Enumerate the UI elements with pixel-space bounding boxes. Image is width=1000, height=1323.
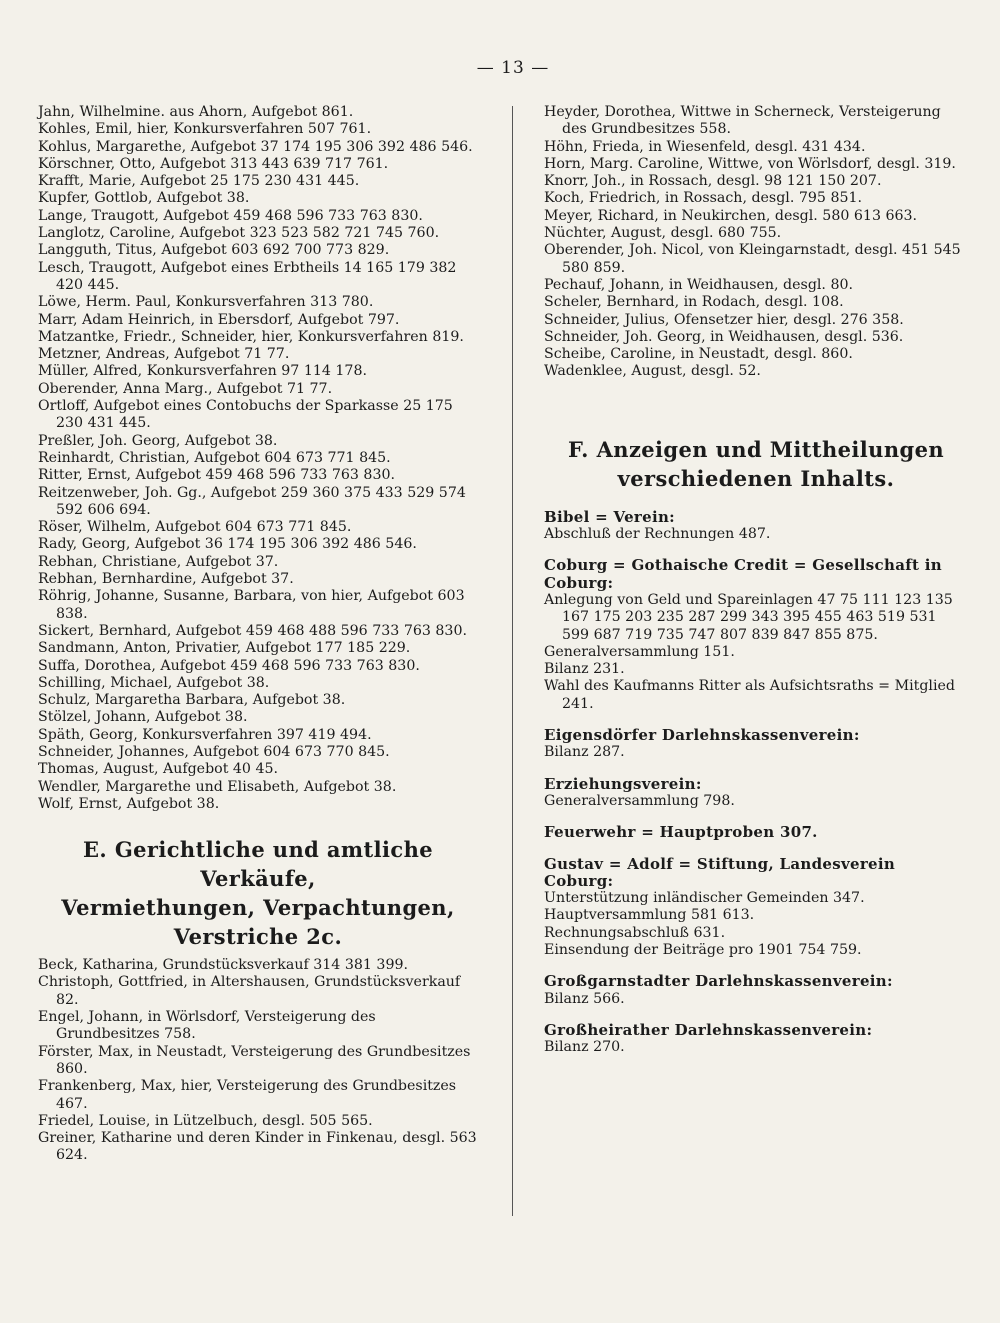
index-entry: Röser, Wilhelm, Aufgebot 604 673 771 845. (38, 519, 352, 536)
right-column (544, 104, 968, 1056)
index-entry: Matzantke, Friedr., Schneider, hier, Konkursverfahren 819. (38, 328, 464, 345)
index-entry: Reitzenweber, Joh. Gg., Aufgebot 259 360 375 433 529 574 592 606 694. (38, 484, 466, 518)
section-heading-line: F. Anzeigen und Mittheilungen (567, 436, 945, 462)
section-heading-line: E. Gerichtliche und amtliche Verkäufe, (82, 837, 434, 892)
index-entry: Schulz, Margaretha Barbara, Aufgebot 38. (38, 692, 346, 709)
index-entry: Schneider, Johannes, Aufgebot 604 673 770 845. (38, 743, 390, 760)
subsection-title: Coburg = Gothaische Credit = Gesellschaft in Coburg: (544, 556, 942, 592)
right-entries-list (544, 104, 968, 381)
page-number: — 13 — (476, 58, 550, 78)
index-entry: Krafft, Marie, Aufgebot 25 175 230 431 445. (38, 173, 360, 190)
index-entry: Förster, Max, in Neustadt, Versteigerung des Grundbesitzes 860. (38, 1043, 471, 1077)
index-entry: Nüchter, August, desgl. 680 755. (544, 225, 782, 242)
index-entry: Rebhan, Bernhardine, Aufgebot 37. (38, 571, 294, 588)
left-column (38, 104, 478, 1165)
section-e-entries-list (38, 957, 478, 1165)
left-entries-list (38, 104, 478, 813)
index-entry: Marr, Adam Heinrich, in Ebersdorf, Aufgebot 797. (38, 311, 400, 328)
subsection-items (544, 526, 968, 543)
subsection-item: Bilanz 270. (544, 1039, 625, 1056)
index-entry: Reinhardt, Christian, Aufgebot 604 673 771 845. (38, 449, 391, 466)
subsection-title: Bibel = Verein: (544, 507, 676, 526)
index-entry: Jahn, Wilhelmine. aus Ahorn, Aufgebot 861. (38, 104, 354, 120)
subsection-title: Eigensdörfer Darlehnskassenverein: (544, 726, 860, 745)
index-entry: Müller, Alfred, Konkursverfahren 97 114 178. (38, 363, 367, 380)
subsection-item: Einsendung der Beiträge pro 1901 754 759. (544, 941, 862, 958)
section-heading-line: Vermiethungen, Verpachtungen, (61, 895, 455, 921)
index-entry: Stölzel, Johann, Aufgebot 38. (38, 709, 248, 726)
subsection-items (544, 991, 968, 1008)
index-entry: Knorr, Joh., in Rossach, desgl. 98 121 150 207. (544, 173, 882, 190)
index-entry: Sandmann, Anton, Privatier, Aufgebot 177 185 229. (38, 640, 411, 657)
subsection-items (544, 744, 968, 761)
column-divider (512, 106, 513, 1216)
subsection-item: Unterstützung inländischer Gemeinden 347. (544, 890, 865, 907)
index-entry: Sickert, Bernhard, Aufgebot 459 468 488 596 733 763 830. (38, 622, 467, 639)
section-heading-line: Verstriche 2c. (173, 924, 343, 950)
subsection-item: Abschluß der Rechnungen 487. (544, 526, 771, 543)
subsection-items (544, 592, 968, 713)
subsection-item: Rechnungsabschluß 631. (544, 924, 726, 941)
index-entry: Preßler, Joh. Georg, Aufgebot 38. (38, 432, 278, 449)
index-entry: Schilling, Michael, Aufgebot 38. (38, 674, 270, 691)
subsection (544, 824, 968, 841)
index-entry: Rady, Georg, Aufgebot 36 174 195 306 392 486 546. (38, 536, 417, 553)
index-entry: Körschner, Otto, Aufgebot 313 443 639 717 761. (38, 155, 389, 172)
index-entry: Kupfer, Gottlob, Aufgebot 38. (38, 190, 250, 207)
subsection-items (544, 793, 968, 810)
index-entry: Wolf, Ernst, Aufgebot 38. (38, 795, 220, 812)
index-entry: Scheler, Bernhard, in Rodach, desgl. 108. (544, 294, 844, 311)
index-entry: Langguth, Titus, Aufgebot 603 692 700 773 829. (38, 242, 390, 259)
index-entry: Späth, Georg, Konkursverfahren 397 419 494. (38, 726, 372, 743)
subsection-title: Gustav = Adolf = Stiftung, Landesverein Coburg: (544, 854, 896, 890)
subsection-title: Großgarnstadter Darlehnskassenverein: (544, 972, 893, 991)
subsection-title: Feuerwehr = Hauptproben 307. (544, 823, 818, 842)
section-f-subsections (544, 509, 968, 1057)
index-entry: Ritter, Ernst, Aufgebot 459 468 596 733 763 830. (38, 467, 396, 484)
index-entry: Oberender, Anna Marg., Aufgebot 71 77. (38, 380, 333, 397)
section-heading-line: verschiedenen Inhalts. (617, 465, 895, 491)
index-entry: Greiner, Katharine und deren Kinder in Finkenau, desgl. 563 624. (38, 1130, 477, 1164)
subsection-title: Erziehungsverein: (544, 774, 702, 793)
index-entry: Thomas, August, Aufgebot 40 45. (38, 761, 279, 778)
section-f-heading (544, 435, 968, 493)
subsection (544, 856, 968, 960)
subsection-items (544, 890, 968, 959)
index-entry: Höhn, Frieda, in Wiesenfeld, desgl. 431 434. (544, 138, 866, 155)
index-entry: Oberender, Joh. Nicol, von Kleingarnstadt, desgl. 451 545 580 859. (544, 242, 961, 276)
index-entry: Lange, Traugott, Aufgebot 459 468 596 733 763 830. (38, 207, 423, 224)
index-entry: Schneider, Julius, Ofensetzer hier, desgl. 276 358. (544, 311, 904, 328)
index-entry: Christoph, Gottfried, in Altershausen, Grundstücksverkauf 82. (38, 974, 461, 1008)
index-entry: Wadenklee, August, desgl. 52. (544, 363, 761, 380)
subsection-items (544, 1039, 968, 1056)
index-entry: Meyer, Richard, in Neukirchen, desgl. 580 613 663. (544, 207, 918, 224)
index-entry: Lesch, Traugott, Aufgebot eines Erbtheils 14 165 179 382 420 445. (38, 259, 457, 293)
index-entry: Schneider, Joh. Georg, in Weidhausen, desgl. 536. (544, 328, 904, 345)
subsection-item: Generalversammlung 798. (544, 792, 735, 809)
subsection (544, 557, 968, 713)
index-entry: Engel, Johann, in Wörlsdorf, Versteigerung des Grundbesitzes 758. (38, 1009, 376, 1043)
index-entry: Kohlus, Margarethe, Aufgebot 37 174 195 306 392 486 546. (38, 138, 473, 155)
subsection (544, 509, 968, 544)
index-entry: Röhrig, Johanne, Susanne, Barbara, von hier, Aufgebot 603 838. (38, 588, 465, 622)
subsection-title: Großheirather Darlehnskassenverein: (544, 1020, 873, 1039)
index-entry: Frankenberg, Max, hier, Versteigerung des Grundbesitzes 467. (38, 1078, 457, 1112)
index-entry: Koch, Friedrich, in Rossach, desgl. 795 851. (544, 190, 863, 207)
index-entry: Kohles, Emil, hier, Konkursverfahren 507 761. (38, 121, 372, 138)
index-entry: Pechauf, Johann, in Weidhausen, desgl. 80. (544, 276, 854, 293)
subsection (544, 727, 968, 762)
index-entry: Ortloff, Aufgebot eines Contobuchs der Sparkasse 25 175 230 431 445. (38, 398, 453, 432)
subsection-item: Hauptversammlung 581 613. (544, 907, 755, 924)
section-e-heading (38, 835, 478, 951)
index-entry: Beck, Katharina, Grundstücksverkauf 314 381 399. (38, 957, 409, 974)
subsection (544, 973, 968, 1008)
subsection-item: Bilanz 566. (544, 990, 625, 1007)
subsection-item: Bilanz 231. (544, 661, 625, 678)
index-entry: Suffa, Dorothea, Aufgebot 459 468 596 733 763 830. (38, 657, 420, 674)
subsection (544, 1022, 968, 1057)
index-entry: Scheibe, Caroline, in Neustadt, desgl. 860. (544, 346, 853, 363)
subsection-item: Anlegung von Geld und Spareinlagen 47 75 111 123 135 167 175 203 235 287 299 343 395 455 463 519 531 599 687 719 735 747 807 839 847 855 875. (544, 591, 953, 643)
subsection-item: Generalversammlung 151. (544, 643, 735, 660)
index-entry: Rebhan, Christiane, Aufgebot 37. (38, 553, 279, 570)
index-entry: Langlotz, Caroline, Aufgebot 323 523 582 721 745 760. (38, 225, 440, 242)
subsection-item: Wahl des Kaufmanns Ritter als Aufsichtsraths = Mitglied 241. (544, 678, 955, 712)
index-entry: Wendler, Margarethe und Elisabeth, Aufgebot 38. (38, 778, 397, 795)
index-entry: Heyder, Dorothea, Wittwe in Scherneck, Versteigerung des Grundbesitzes 558. (544, 104, 941, 138)
index-entry: Löwe, Herm. Paul, Konkursverfahren 313 780. (38, 294, 374, 311)
subsection (544, 776, 968, 811)
index-entry: Metzner, Andreas, Aufgebot 71 77. (38, 346, 290, 363)
index-entry: Friedel, Louise, in Lützelbuch, desgl. 505 565. (38, 1112, 373, 1129)
subsection-item: Bilanz 287. (544, 744, 625, 761)
index-entry: Horn, Marg. Caroline, Wittwe, von Wörlsdorf, desgl. 319. (544, 155, 956, 172)
